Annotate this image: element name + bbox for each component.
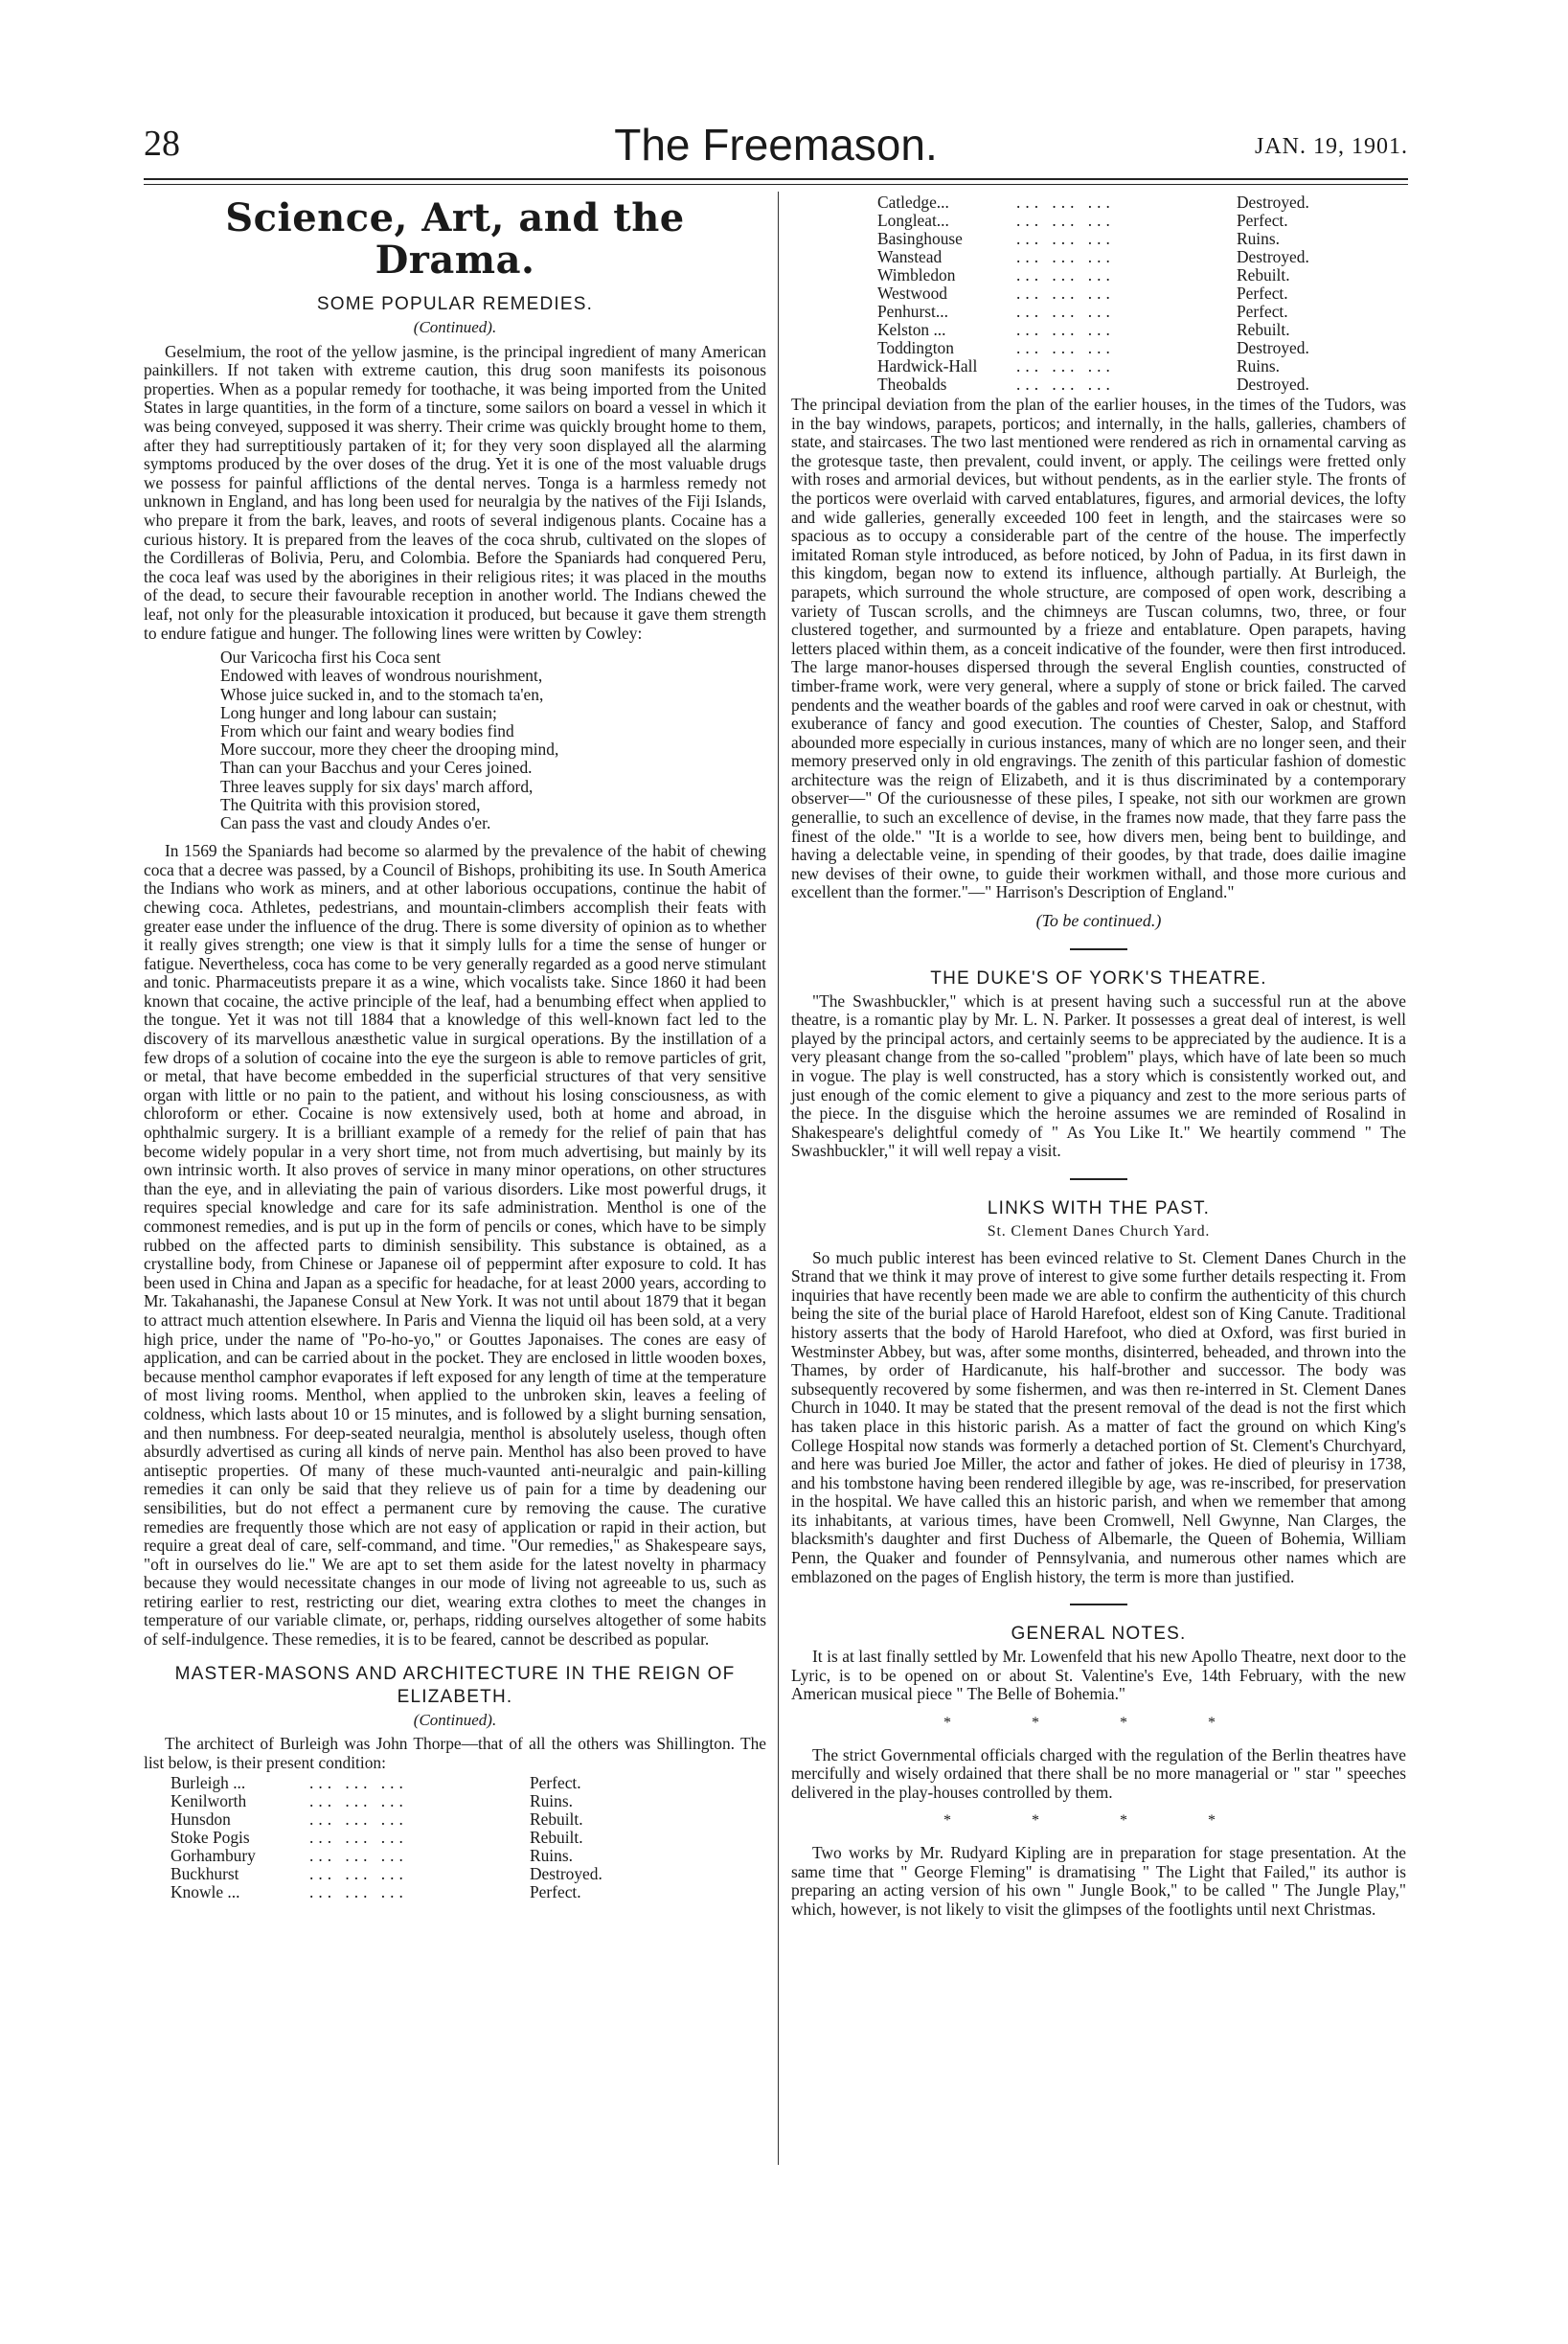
- poem-line: More succour, more they cheer the drooping mind,: [220, 740, 559, 760]
- right-column: [791, 193, 1406, 1919]
- links-paragraph: So much public interest has been evinced relative to St. Clement Danes Church in the Strand that we think it may prove of interest to give some further details respecting it. From inquiries that have recently been made we are able to confirm the authenticity of this church being the site of the burial place of Harold Harefoot, eldest son of King Canute. Traditional history asserts that the body of Harold Harefoot, who died at Oxford, was first buried in Westminster Abbey, but was, after some months, disinterred, beheaded, and thrown into the Thames, by order of Hardicanute, his half-brother and successor. The body was subsequently recovered by some fishermen, and was then re-interred in St. Clement Danes Church in 1040. It may be stated that the present removal of the dead is not the first which has taken place in this historic parish. As a matter of fact the ground on which King's College Hospital now stands was formerly a detached portion of St. Clement's Churchyard, and here was buried Joe Miller, the actor and father of jokes. He died of pleurisy in 1738, and his tombstone having been rendered illegible by age, was re-inscribed, for preservation in the hospital. We have called this an historic parish, and when we remember that among its inhabitants, at various times, have been Cromwell, Nell Gwynne, Nan Clarges, the blacksmith's daughter and first Duchess of Albemarle, the Queen of Bohemia, William Penn, the Quaker and founder of Pennsylvania, and numerous other names which are emblazoned on the pages of English history, the term is more than justified.: [791, 1247, 1406, 1586]
- page-number: 28: [144, 124, 180, 164]
- poem-line: The Quitrita with this provision stored,: [220, 794, 481, 814]
- column-divider: [778, 192, 779, 2165]
- list-item: Hardwick-Hall ... ... ... Ruins.: [877, 356, 1280, 375]
- poem-line: Than can your Bacchus and your Ceres joined.: [220, 758, 533, 778]
- left-column: [144, 193, 766, 1901]
- list-item: Hunsdon ... ... ... Rebuilt.: [170, 1809, 583, 1830]
- remedies-paragraph-2: In 1569 the Spaniards had become so alarmed by the prevalence of the habit of chewing coca that a decree was passed, by a Council of Bishops, prohibiting its use. In South America the Indians who work as miners, and at other laborious occupations, continue the habit of chewing coca. Athletes, pedestrians, and mountain-climbers accomplish their feats with greater ease under the influence of the drug. There is some diversity of opinion as to whether it really gives strength; one view is that it simply lulls for a time the sense of hunger or fatigue. Nevertheless, coca has come to be very generally regarded as a good nerve stimulant and tonic. Pharmaceutists prepare it as a wine, which vocalists take. Since 1860 it had been known that cocaine, the active principle of the leaf, had a benumbing effect when applied to the tongue. Yet it was not till 1884 that a knowledge of this well-known fact led to the discovery of its marvellous anæsthetic value in surgical operations. By the instillation of a few drops of a solution of cocaine into the eye the surgeon is able to remove particles of grit, or metal, that have become embedded in the superficial structures of that very sensitive organ with little or no pain to the patient, and without his losing consciousness, as with chloroform or ether. Cocaine is now extensively used, both at home and abroad, in ophthalmic surgery. It is a brilliant example of a remedy for the relief of pain that has become widely popular in a very short time, not from much advertising, but mainly by its own intrinsic worth. It also proves of service in many minor operations, on other structures than the eye, and in alleviating the pain of various disorders. Like most powerful drugs, it requires special knowledge and care for its safe administration. Menthol is one of the commonest remedies, and is put up in the form of pencils or cones, which have to be simply rubbed on the affected parts to diminish sensibility. This substance is obtained, as a crystalline body, from Chinese or Japanese oil of peppermint after exposure to cold. It has been used in China and Japan as a specific for headache, for at least 2000 years, according to Mr. Takahanashi, the Japanese Consul at New York. It was not until about 1879 that it began to attract much attention elsewhere. In Paris and Vienna the liquid oil has been sold, at a very high price, under the name of "Po-ho-yo," or Gouttes Japonaises. The cones are easy of application, and can be carried about in the pocket. They are enclosed in little wooden boxes, because menthol camphor evaporates if left exposed for any length of time at the temperature of most living rooms. Menthol, when applied to the unbroken skin, leaves a feeling of coldness, which lasts about 10 or 15 minutes, and is followed by a slight burning sensation, and then numbness. For deep-seated neuralgia, menthol is absolutely useless, though often absurdly advertised as curing all kinds of nerve pain. Menthol has also been proved to have antiseptic properties. Of many of these much-vaunted anti-neuralgic and pain-killing remedies it can only be said that they relieve us of pain for a time by deadening our sensibilities, but do not effect a permanent cure by removing the cause. The curative remedies are frequently those which are not easy of application or rapid in their action, but require a great deal of care, self-command, and time. "Our remedies," as Shakespeare says, "oft in ourselves do lie." We are apt to set them aside for the latest novelty in pharmacy because they would necessitate changes in our mode of living not agreeable to us, such as retiring earlier to rest, restricting our diet, wearing extra clothes to meet the changes in temperature of our variable climate, or, perhaps, ridding ourselves altogether of some habits of self-indulgence. These remedies, it is to be feared, cannot be described as popular.: [144, 841, 766, 1650]
- poem-line: Our Varicocha first his Coca sent: [220, 648, 442, 668]
- masons-paragraph-2: The principal deviation from the plan of the earlier houses, in the times of the Tudors, was in the bay windows, parapets, porticos; and internally, in the halls, galleries, chambers of state, and staircases. The two last mentioned were rendered as rich in ornamental carving as the grotesque taste, then prevalent, could invent, or apply. The ceilings were fretted only with roses and armorial devices, but without pendents, as in the earlier style. The fronts of the porticos were overlaid with carved entablatures, figures, and armorial devices, the lofty and wide galleries, generally exceeded 100 feet in length, and the staircases were so spacious as to occupy a considerable part of the centre of the house. The imperfectly imitated Roman style introduced, as before noticed, by John of Padua, in its first dawn in this kingdom, began now to extend its influence, although partially. At Burleigh, the parapets, which surround the whole structure, are composed of open work, describing a variety of Tuscan scrolls, and the chimneys are Tuscan columns, two, three, or four clustered together, and surmounted by a frieze and entablature. Open parapets, having letters placed within them, as a conceit indicative of the founder, were then first introduced. The large manor-houses dispersed through the several English counties, constructed of timber-frame work, were very general, where a supply of stone or brick failed. The carved pendents and the weather boards of the gables and roof were carved in oak or chestnut, with exuberance of fancy and good execution. The counties of Chester, Salop, and Stafford abounded more especially in curious instances, many of which are no longer seen, and their memory preserved only in old engravings. The zenith of this particular fashion of domestic architecture was the reign of Elizabeth, and it is thus discriminated by a contemporary observer—" Of the curiousnesse of these piles, I speake, not sith our workmen are grown generallie, to such an excellence of devise, in the frames now made, that they farre pass the finest of the olde." "It is a worlde to see, how divers men, being bent to buildinge, and having a delectable veine, in spending of their goodes, by that trade, does dailie imagine new devises of their owne, to guide their workmen withall, and those more curious and excellent than the former."—" Harrison's Description of England.": [791, 395, 1406, 902]
- list-item: Gorhambury ... ... ... Ruins.: [170, 1846, 573, 1866]
- asterism: * * * *: [943, 1812, 1254, 1830]
- asterism: * * * *: [943, 1715, 1254, 1732]
- remedies-continued: (Continued).: [413, 318, 497, 336]
- notes-paragraph-3: Two works by Mr. Rudyard Kipling are in preparation for stage presentation. At the same time that " George Fleming" is dramatising " The Light that Failed," its author is preparing an acting version of his own " Jungle Book," to be called " The Jungle Play," which, however, is not likely to visit the glimpses of the footlights until next Christmas.: [791, 1843, 1406, 1919]
- notes-heading: GENERAL NOTES.: [1011, 1624, 1187, 1645]
- poem-line: Long hunger and long labour can sustain;: [220, 702, 497, 722]
- remedies-heading: SOME POPULAR REMEDIES.: [316, 294, 594, 314]
- section-separator: [1070, 948, 1127, 950]
- poem-line: Three leaves supply for six days' march afford,: [220, 776, 534, 796]
- list-item: Westwood ... ... ... Perfect.: [877, 284, 1288, 303]
- links-subheading: St. Clement Danes Church Yard.: [987, 1222, 1211, 1240]
- section-separator: [1070, 1178, 1127, 1180]
- section-title: Science, Art, and the Drama.: [225, 195, 685, 283]
- houses-list-left: [170, 1774, 766, 1901]
- list-item: Catledge... ... ... ... Destroyed.: [877, 193, 1309, 212]
- list-item: Wimbledon ... ... ... Rebuilt.: [877, 265, 1290, 284]
- masons-continued: (Continued).: [413, 1710, 497, 1729]
- poem-line: Whose juice sucked in, and to the stomach ta'en,: [220, 684, 544, 704]
- list-item: Basinghouse ... ... ... Ruins.: [877, 229, 1280, 248]
- theatre-paragraph: "The Swashbuckler," which is at present having such a successful run at the above theatre, is a romantic play by Mr. L. N. Parker. It possesses a great deal of interest, is well played by the principal actors, and certainly seems to be appreciated by the audience. It is a very pleasant change from the so-called "problem" plays, which have of late been so much in vogue. The play is well constructed, has a story which is consistently worked out, and just enough of the comic element to give a piquancy and zest to the more serious parts of the piece. In the disguise which the heroine assumes we are reminded of Rosalind in Shakespeare's delightful comedy of " As You Like It." We heartily commend " The Swashbuckler," it will well repay a visit.: [791, 990, 1406, 1161]
- houses-list-right: [877, 193, 1406, 394]
- list-item: Theobalds ... ... ... Destroyed.: [877, 375, 1309, 394]
- notes-paragraph-1: It is at last finally settled by Mr. Lowenfeld that his new Apollo Theatre, next door to the Lyric, is to be opened on or about St. Valentine's Eve, 14th February, with the new American musical piece " The Belle of Bohemia.": [791, 1647, 1406, 1704]
- to-be-continued: (To be continued.): [1035, 911, 1162, 931]
- section-separator: [1070, 1604, 1127, 1605]
- list-item: Kenilworth ... ... ... Ruins.: [170, 1791, 573, 1811]
- list-item: Longleat... ... ... ... Perfect.: [877, 211, 1288, 230]
- page-header: [144, 120, 1408, 176]
- list-item: Burleigh ... ... ... ... Perfect.: [170, 1773, 581, 1793]
- links-heading: LINKS WITH THE PAST.: [987, 1197, 1211, 1218]
- header-rule: [144, 178, 1408, 180]
- masons-heading: MASTER-MASONS AND ARCHITECTURE IN THE REIGN OF ELIZABETH.: [174, 1663, 736, 1707]
- list-item: Knowle ... ... ... ... Perfect.: [170, 1882, 581, 1902]
- header-rule-thin: [144, 184, 1408, 185]
- list-item: Toddington ... ... ... Destroyed.: [877, 338, 1309, 357]
- list-item: Kelston ... ... ... ... Rebuilt.: [877, 320, 1290, 339]
- poem-line: From which our faint and weary bodies find: [220, 720, 514, 740]
- poem-line: Endowed with leaves of wondrous nourishment,: [220, 666, 543, 686]
- remedies-paragraph-1: Geselmium, the root of the yellow jasmine, is the principal ingredient of many American painkillers. If not taken with extreme caution, this drug soon manifests its poisonous properties. When as a popular remedy for toothache, it was being imported from the United States in large quantities, in the form of a tincture, some sailors on board a vessel in which it was being conveyed, supposed it was sherry. Their crime was quickly brought home to them, after they had surreptitiously partaken of it; for they very soon displayed all the alarming symptoms produced by the over doses of the drug. Yet it is one of the most valuable drugs we possess for painful afflictions of the dental nerves. Tonga is a harmless remedy not unknown in England, and has long been used for neuralgia by the natives of the Fiji Islands, who prepare it from the bark, leaves, and roots of several indigenous plants. Cocaine has a curious history. It is prepared from the leaves of the coca shrub, cultivated on the slopes of the Cordilleras of Bolivia, Peru, and Colombia. Before the Spaniards had conquered Peru, the coca leaf was used by the aborigines in their religious rites; it was placed in the mouths of the dead, to secure their favourable reception in another world. The Indians chewed the leaf, not only for the pleasurable intoxication it produced, but because it gave them strength to endure fatigue and hunger. The following lines were written by Cowley:: [144, 341, 766, 643]
- list-item: Wanstead ... ... ... Destroyed.: [877, 247, 1309, 266]
- masthead: The Freemason.: [614, 120, 938, 170]
- issue-date: JAN. 19, 1901.: [1254, 134, 1408, 159]
- list-item: Buckhurst ... ... ... Destroyed.: [170, 1864, 602, 1884]
- notes-paragraph-2: The strict Governmental officials charged with the regulation of the Berlin theatres have mercifully and wisely ordained that there shall be no more managerial or " star " speeches delivered in the play-houses controlled by them.: [791, 1744, 1406, 1802]
- list-item: Penhurst... ... ... ... Perfect.: [877, 302, 1288, 321]
- cowley-poem: [220, 649, 766, 832]
- list-item: Stoke Pogis ... ... ... Rebuilt.: [170, 1828, 583, 1848]
- theatre-heading: THE DUKE'S OF YORK'S THEATRE.: [930, 967, 1267, 989]
- poem-line: Can pass the vast and cloudy Andes o'er.: [220, 812, 491, 832]
- masons-paragraph-1: The architect of Burleigh was John Thorpe—that of all the others was Shillington. The list below, is their present condition:: [144, 1734, 766, 1772]
